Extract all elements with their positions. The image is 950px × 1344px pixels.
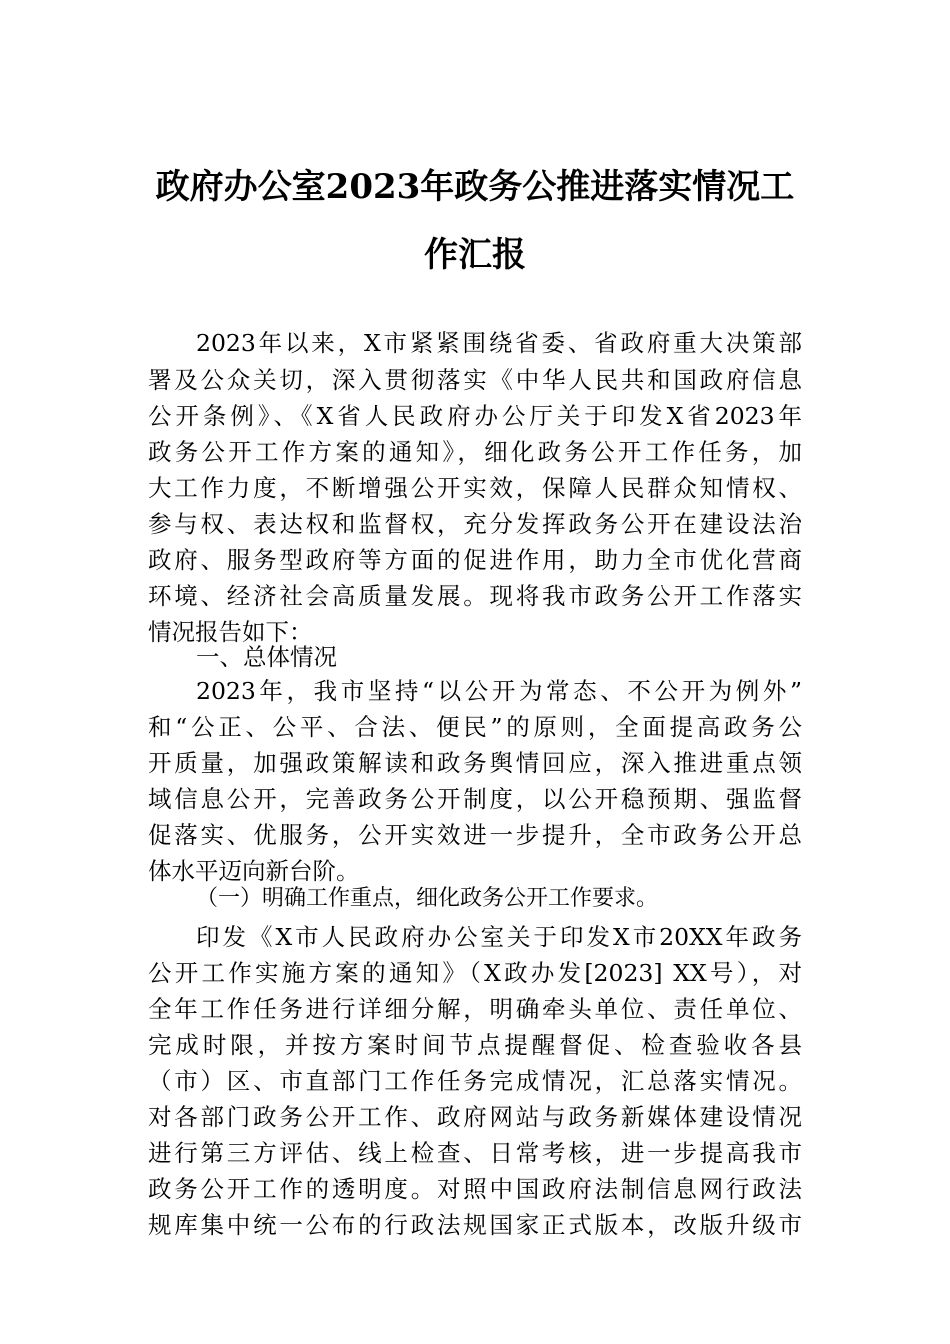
document-title-line-1: 政府办公室2023年政务公推进落实情况工: [155, 167, 795, 207]
intro-line: 政务公开工作方案的通知》，细化政务公开工作任务，加: [148, 438, 802, 466]
document-title-line-2: 作汇报: [424, 235, 526, 275]
subsection-line: 完成时限，并按方案时间节点提醒督促、检查验收各县: [148, 1031, 802, 1059]
subsection-line: 规库集中统一公布的行政法规国家正式版本，改版升级市: [148, 1211, 802, 1239]
section-line: 和“公正、公平、合法、便民”的原则，全面提高政务公: [148, 713, 802, 741]
section-line: 促落实、优服务，公开实效进一步提升，全市政务公开总: [148, 821, 802, 849]
intro-line: 2023年以来，X市紧紧围绕省委、省政府重大决策部: [196, 329, 802, 357]
intro-line: 环境、经济社会高质量发展。现将我市政务公开工作落实: [148, 582, 802, 610]
intro-line: 情况报告如下：: [148, 618, 313, 646]
subsection-line: 对各部门政务公开工作、政府网站与政务新媒体建设情况: [148, 1103, 802, 1131]
intro-line: 署及公众关切，深入贯彻落实《中华人民共和国政府信息: [148, 366, 802, 394]
intro-line: 参与权、表达权和监督权，充分发挥政务公开在建设法治: [148, 510, 802, 538]
subsection-heading: （一）明确工作重点，细化政务公开工作要求。: [196, 886, 659, 911]
section-heading: 一、总体情况: [196, 643, 337, 671]
section-line: 开质量，加强政策解读和政务舆情回应，深入推进重点领: [148, 749, 802, 777]
intro-line: 公开条例》、《X省人民政府办公厅关于印发X省2023年: [148, 402, 802, 430]
subsection-line: 全年工作任务进行详细分解，明确牵头单位、责任单位、: [148, 995, 802, 1023]
section-line: 体水平迈向新台阶。: [148, 857, 360, 885]
intro-line: 政府、服务型政府等方面的促进作用，助力全市优化营商: [148, 546, 802, 574]
subsection-line: 公开工作实施方案的通知》（X政办发[2023] XX号），对: [148, 959, 802, 987]
section-line: 域信息公开，完善政务公开制度，以公开稳预期、强监督: [148, 785, 802, 813]
subsection-line: 政务公开工作的透明度。对照中国政府法制信息网行政法: [148, 1175, 802, 1203]
section-line: 2023年，我市坚持“以公开为常态、不公开为例外”: [196, 677, 802, 705]
subsection-line: 印发《X市人民政府办公室关于印发X市20XX年政务: [196, 923, 802, 951]
subsection-line: （市）区、市直部门工作任务完成情况，汇总落实情况。: [148, 1067, 802, 1095]
intro-line: 大工作力度，不断增强公开实效，保障人民群众知情权、: [148, 474, 802, 502]
subsection-line: 进行第三方评估、线上检查、日常考核，进一步提高我市: [148, 1139, 802, 1167]
